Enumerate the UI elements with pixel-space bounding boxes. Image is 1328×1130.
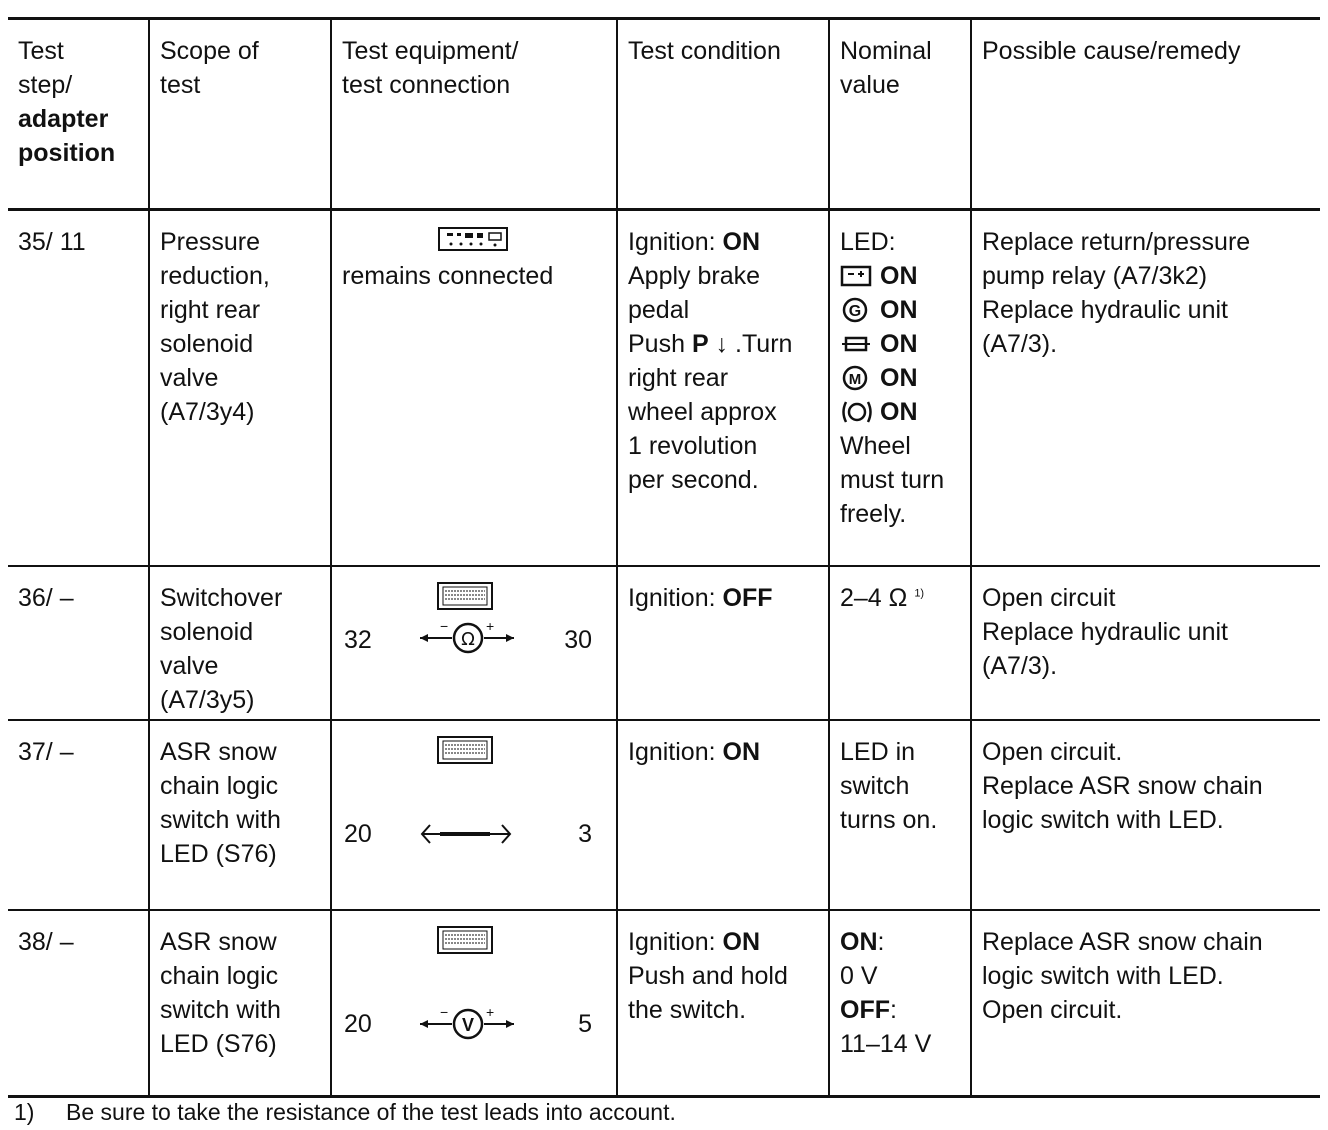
footnote-text: Be sure to take the resistance of the test leads into account. bbox=[66, 1099, 676, 1125]
multimeter-icon bbox=[436, 925, 496, 957]
nominal-cell: LED: ON G ON ON M ON ON Wheel must turn freely. bbox=[829, 210, 971, 566]
header-equipment: Test equipment/ test connection bbox=[331, 19, 617, 210]
equipment-cell: remains connected bbox=[331, 210, 617, 566]
equipment-cell bbox=[331, 720, 617, 910]
pin-left-label: 20 bbox=[344, 1009, 372, 1038]
led-valve: ON bbox=[840, 327, 960, 361]
scope-cell: ASR snow chain logic switch with LED (S76) bbox=[149, 910, 331, 1097]
multimeter-icon bbox=[436, 735, 496, 767]
nominal-cell: 2–4 Ω $^{1)}$ bbox=[829, 566, 971, 720]
g-circle-icon bbox=[840, 297, 874, 323]
step-cell: 36/ – bbox=[8, 566, 149, 720]
nominal-cell: LED in switch turns on. bbox=[829, 720, 971, 910]
pin-left-label: 20 bbox=[344, 819, 372, 848]
step-cell: 37/ – bbox=[8, 720, 149, 910]
svg-text:+: + bbox=[486, 1004, 495, 1020]
table-header bbox=[8, 19, 1320, 210]
svg-text:M: M bbox=[848, 371, 862, 388]
pin-right-label: 30 bbox=[564, 625, 592, 654]
step-cell: 38/ – bbox=[8, 910, 149, 1097]
table-row bbox=[8, 210, 1320, 566]
remedy-cell: Open circuit. Replace ASR snow chain logic switch with LED. bbox=[971, 720, 1320, 910]
scope-cell: Pressure reduction, right rear solenoid valve (A7/3y4) bbox=[149, 210, 331, 566]
multimeter-icon bbox=[436, 581, 496, 613]
header-remedy: Possible cause/remedy bbox=[971, 19, 1320, 210]
step-cell: 35/ 11 bbox=[8, 210, 149, 566]
voltmeter-icon bbox=[418, 1005, 518, 1041]
header-condition: Test condition bbox=[617, 19, 829, 210]
valve-icon bbox=[840, 331, 874, 357]
table-row bbox=[8, 720, 1320, 910]
condition-cell: Ignition: ON bbox=[617, 720, 829, 910]
led-m: M ON bbox=[840, 361, 960, 395]
svg-text:−: − bbox=[440, 1004, 449, 1020]
header-nominal: Nominal value bbox=[829, 19, 971, 210]
pin-right-label: 5 bbox=[578, 1009, 592, 1038]
nominal-cell: ON: 0 V OFF: 11–14 V bbox=[829, 910, 971, 1097]
svg-text:+: + bbox=[486, 618, 495, 634]
remedy-cell: Replace return/pressure pump relay (A7/3k2) Replace hydraulic unit (A7/3). bbox=[971, 210, 1320, 566]
pin-left-label: 32 bbox=[344, 625, 372, 654]
remedy-cell: Replace ASR snow chain logic switch with LED. Open circuit. bbox=[971, 910, 1320, 1097]
header-scope: Scope of test bbox=[149, 19, 331, 210]
tester-icon bbox=[342, 225, 606, 259]
test-table bbox=[8, 17, 1320, 1098]
table-row bbox=[8, 566, 1320, 720]
led-battery: ON bbox=[840, 259, 960, 293]
svg-text:Ω: Ω bbox=[461, 628, 475, 650]
equipment-cell bbox=[331, 566, 617, 720]
footnote bbox=[14, 1099, 676, 1126]
scope-cell: ASR snow chain logic switch with LED (S76) bbox=[149, 720, 331, 910]
svg-text:V: V bbox=[461, 1014, 475, 1035]
led-g: G ON bbox=[840, 293, 960, 327]
m-circle-icon bbox=[840, 365, 874, 391]
battery-icon bbox=[840, 263, 874, 289]
footnote-number: 1) bbox=[14, 1099, 35, 1125]
remedy-cell: Open circuit Replace hydraulic unit (A7/3). bbox=[971, 566, 1320, 720]
condition-cell: Ignition: ON Push and hold the switch. bbox=[617, 910, 829, 1097]
scope-cell: Switchover solenoid valve (A7/3y5) bbox=[149, 566, 331, 720]
test-procedure-sheet bbox=[8, 17, 1320, 1098]
svg-text:G: G bbox=[848, 303, 862, 320]
led-brake: ON bbox=[840, 395, 960, 429]
header-step: Test step/ adapter position bbox=[8, 19, 149, 210]
continuity-icon bbox=[418, 819, 518, 849]
ohmmeter-icon bbox=[418, 619, 518, 655]
svg-text:−: − bbox=[440, 618, 449, 634]
equipment-cell bbox=[331, 910, 617, 1097]
condition-cell: Ignition: ON Apply brake pedal Push P ↓ .Turn right rear wheel approx 1 revolution per second. bbox=[617, 210, 829, 566]
condition-cell: Ignition: OFF bbox=[617, 566, 829, 720]
pin-right-label: 3 bbox=[578, 819, 592, 848]
table-row bbox=[8, 910, 1320, 1097]
brake-icon bbox=[840, 399, 874, 425]
